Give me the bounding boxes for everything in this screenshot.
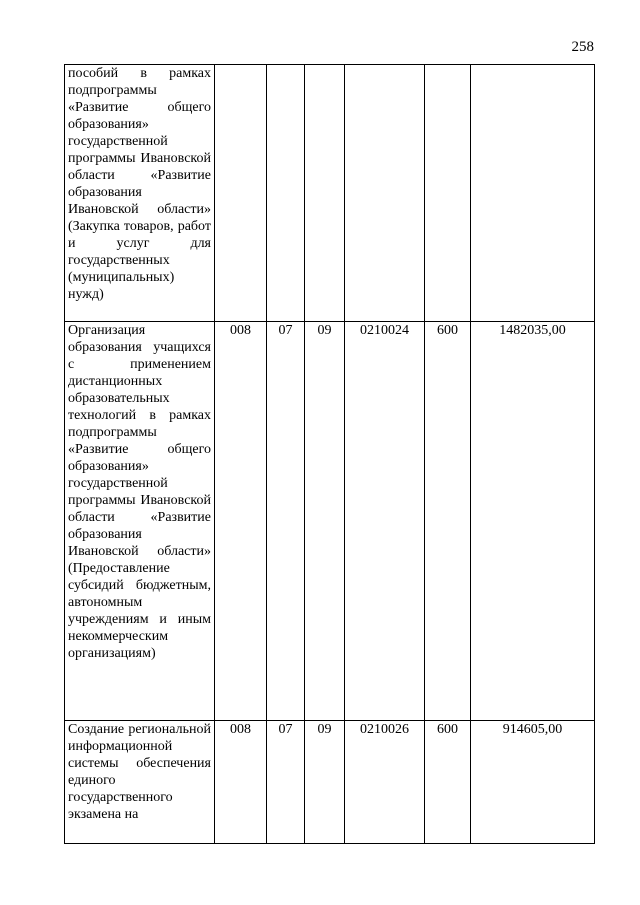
ministry-code-cell: 008 bbox=[215, 322, 267, 721]
subsection-code-cell: 09 bbox=[305, 721, 345, 844]
description-cell: пособий в рамках подпрограммы «Развитие общего образования» государственной программы Ивановской области «Развитие образования Ивановской области» (Закупка товаров, работ и услуг для государственных (муниципальных) нужд) bbox=[65, 65, 215, 322]
target-article-cell: 0210026 bbox=[345, 721, 425, 844]
expense-type-cell: 600 bbox=[425, 721, 471, 844]
amount-cell: 1482035,00 bbox=[471, 322, 595, 721]
ministry-code-cell: 008 bbox=[215, 721, 267, 844]
ministry-code-cell bbox=[215, 65, 267, 322]
target-article-cell: 0210024 bbox=[345, 322, 425, 721]
page-number: 258 bbox=[571, 39, 594, 55]
expense-type-cell: 600 bbox=[425, 322, 471, 721]
section-code-cell bbox=[267, 65, 305, 322]
expense-type-cell bbox=[425, 65, 471, 322]
table-row bbox=[65, 322, 595, 721]
target-article-cell bbox=[345, 65, 425, 322]
subsection-code-cell: 09 bbox=[305, 322, 345, 721]
description-cell: Создание региональной информационной системы обеспечения единого государственного экзамена на bbox=[65, 721, 215, 844]
section-code-cell: 07 bbox=[267, 721, 305, 844]
budget-table bbox=[64, 64, 595, 844]
table-row bbox=[65, 721, 595, 844]
amount-cell: 914605,00 bbox=[471, 721, 595, 844]
subsection-code-cell bbox=[305, 65, 345, 322]
section-code-cell: 07 bbox=[267, 322, 305, 721]
description-cell: Организация образования учащихся с применением дистанционных образовательных технологий в рамках подпрограммы «Развитие общего образования» государственной программы Ивановской области «Развитие образования Ивановской области» (Предоставление субсидий бюджетным, автономным учреждениям и иным некоммерческим организациям) bbox=[65, 322, 215, 721]
amount-cell bbox=[471, 65, 595, 322]
table-row bbox=[65, 65, 595, 322]
